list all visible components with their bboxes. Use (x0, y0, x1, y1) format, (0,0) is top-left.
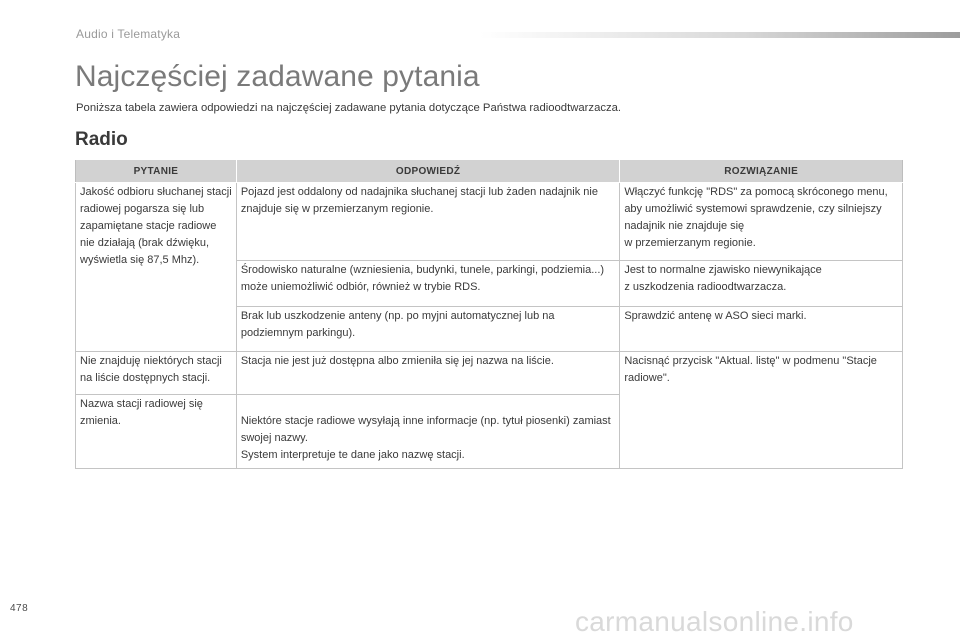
page-title: Najczęściej zadawane pytania (75, 60, 480, 93)
question-cell: Nazwa stacji radiowej się zmienia. (76, 395, 237, 469)
question-cell: Nie znajduję niektórych stacji na liście dostępnych stacji. (76, 352, 237, 395)
solution-cell: Włączyć funkcję "RDS" za pomocą skróconego menu, aby umożliwić systemowi sprawdzenie, czy silniejszy nadajnik nie znajduje się w przemierzanym regionie. (620, 183, 903, 261)
faq-table (75, 160, 903, 469)
answer-cell: Środowisko naturalne (wzniesienia, budynki, tunele, parkingi, podziemia...) może uniemożliwić odbiór, również w trybie RDS. (236, 261, 619, 307)
column-header-question: PYTANIE (76, 160, 237, 183)
solution-cell: Sprawdzić antenę w ASO sieci marki. (620, 307, 903, 352)
answer-cell: Pojazd jest oddalony od nadajnika słuchanej stacji lub żaden nadajnik nie znajduje się w przemierzanym regionie. (236, 183, 619, 261)
answer-cell: Stacja nie jest już dostępna albo zmieniła się jej nazwa na liście. (236, 352, 619, 395)
header-gradient-bar (480, 32, 960, 38)
table-row (76, 183, 903, 261)
column-header-answer: ODPOWIEDŹ (236, 160, 619, 183)
solution-cell: Jest to normalne zjawisko niewynikające z uszkodzenia radioodtwarzacza. (620, 261, 903, 307)
solution-cell: Nacisnąć przycisk "Aktual. listę" w podmenu "Stacje radiowe". (620, 352, 903, 469)
answer-cell: Brak lub uszkodzenie anteny (np. po myjni automatycznej lub na podziemnym parkingu). (236, 307, 619, 352)
watermark: carmanualsonline.info (575, 606, 854, 637)
answer-cell: Niektóre stacje radiowe wysyłają inne informacje (np. tytuł piosenki) zamiast swojej nazwy. System interpretuje te dane jako nazwę stacji. (236, 395, 619, 469)
page-number: 478 (10, 603, 29, 614)
question-cell: Jakość odbioru słuchanej stacji radiowej pogarsza się lub zapamiętane stacje radiowe nie działają (brak dźwięku, wyświetla się 87,5 Mhz). (76, 183, 237, 352)
running-header: Audio i Telematyka (76, 27, 181, 41)
table-row (76, 352, 903, 395)
column-header-solution: ROZWIĄZANIE (620, 160, 903, 183)
intro-text: Poniższa tabela zawiera odpowiedzi na najczęściej zadawane pytania dotyczące Państwa radioodtwarzacza. (76, 102, 622, 114)
section-title-radio: Radio (75, 129, 128, 150)
table-header-row (76, 160, 903, 183)
